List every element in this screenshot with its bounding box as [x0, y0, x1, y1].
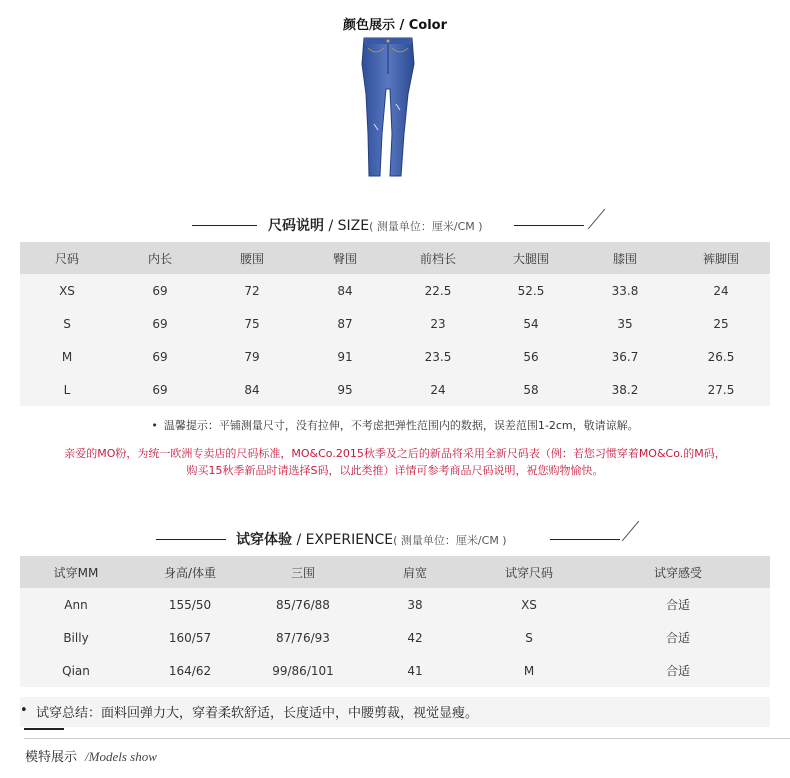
table-row: [20, 621, 770, 654]
table-cell: 56: [484, 340, 578, 373]
table-cell: 33.8: [578, 274, 672, 307]
table-cell: 79: [206, 340, 298, 373]
table-cell: 84: [206, 373, 298, 406]
table-cell: M: [20, 340, 114, 373]
table-cell: 合适: [586, 621, 770, 654]
size-col-header: 腰围: [206, 242, 298, 274]
table-cell: 84: [298, 274, 392, 307]
experience-summary-text: 试穿总结：面料回弹力大，穿着柔软舒适，长度适中，中腰剪裁，视觉显瘦。: [36, 706, 479, 721]
bullet-icon: •: [20, 703, 28, 718]
experience-section-header: [0, 524, 790, 554]
table-cell: XS: [20, 274, 114, 307]
table-row: [20, 588, 770, 621]
table-cell: 41: [358, 654, 472, 687]
table-row: [20, 654, 770, 687]
size-title-en: / SIZE: [324, 218, 370, 234]
experience-col-header: 身高/体重: [132, 556, 248, 588]
table-cell: 95: [298, 373, 392, 406]
size-notice-line: 购买15秋季新品时请选择S码，以此类推）详情可参考商品尺码说明，祝您购物愉快。: [186, 464, 604, 477]
table-cell: 36.7: [578, 340, 672, 373]
header-line-left: [156, 539, 226, 540]
table-cell: XS: [472, 588, 586, 621]
size-col-header: 臀围: [298, 242, 392, 274]
table-row: [20, 307, 770, 340]
table-cell: 91: [298, 340, 392, 373]
table-cell: Qian: [20, 654, 132, 687]
experience-title-cn: 试穿体验: [236, 532, 292, 548]
table-cell: 87/76/93: [248, 621, 358, 654]
size-section-header: [0, 210, 790, 240]
table-cell: 160/57: [132, 621, 248, 654]
size-col-header: 前档长: [392, 242, 484, 274]
table-cell: 26.5: [672, 340, 770, 373]
experience-col-header: 试穿感受: [586, 556, 770, 588]
experience-col-header: 试穿尺码: [472, 556, 586, 588]
table-cell: 85/76/88: [248, 588, 358, 621]
table-cell: 35: [578, 307, 672, 340]
experience-table: [20, 556, 770, 687]
models-title-cn: 模特展示: [25, 750, 78, 765]
experience-unit: ( 测量单位：厘米/CM ): [393, 534, 507, 547]
models-section-title: [25, 746, 157, 765]
table-cell: 25: [672, 307, 770, 340]
table-cell: 27.5: [672, 373, 770, 406]
table-cell: 23.5: [392, 340, 484, 373]
size-col-header: 尺码: [20, 242, 114, 274]
table-cell: 24: [392, 373, 484, 406]
table-cell: Ann: [20, 588, 132, 621]
experience-section-title: [236, 529, 507, 549]
table-cell: 42: [358, 621, 472, 654]
table-cell: 54: [484, 307, 578, 340]
experience-table-header-row: [20, 556, 770, 588]
table-cell: 87: [298, 307, 392, 340]
jeans-product-image: [338, 34, 438, 184]
models-divider: [24, 738, 790, 739]
header-line-left: [192, 225, 257, 226]
experience-title-en: / EXPERIENCE: [292, 532, 394, 548]
header-slash: [622, 521, 639, 542]
color-section-title: 颜色展示 / Color: [342, 18, 448, 33]
table-cell: 合适: [586, 588, 770, 621]
size-col-header: 裤脚围: [672, 242, 770, 274]
table-cell: 75: [206, 307, 298, 340]
table-cell: M: [472, 654, 586, 687]
table-cell: S: [20, 307, 114, 340]
models-title-en: /Models show: [85, 749, 157, 764]
table-row: [20, 340, 770, 373]
size-notice: [20, 445, 770, 479]
table-cell: 69: [114, 340, 206, 373]
size-table: [20, 242, 770, 406]
size-col-header: 膝围: [578, 242, 672, 274]
table-cell: 155/50: [132, 588, 248, 621]
size-title-cn: 尺码说明: [268, 218, 324, 234]
header-line-right: [514, 225, 584, 226]
table-cell: 69: [114, 274, 206, 307]
table-cell: 72: [206, 274, 298, 307]
size-col-header: 内长: [114, 242, 206, 274]
experience-col-header: 肩宽: [358, 556, 472, 588]
table-cell: 69: [114, 373, 206, 406]
experience-col-header: 试穿MM: [20, 556, 132, 588]
table-cell: 合适: [586, 654, 770, 687]
experience-summary: [20, 697, 770, 727]
table-cell: 99/86/101: [248, 654, 358, 687]
header-slash: [588, 209, 605, 230]
table-cell: 23: [392, 307, 484, 340]
experience-col-header: 三围: [248, 556, 358, 588]
table-row: [20, 373, 770, 406]
table-cell: Billy: [20, 621, 132, 654]
size-notice-line: 亲爱的MO粉，为统一欧洲专卖店的尺码标准，MO&Co.2015秋季及之后的新品将采用全新尺码表（例：若您习惯穿着MO&Co.的M码，: [64, 447, 726, 460]
size-unit: ( 测量单位：厘米/CM ): [369, 220, 483, 233]
table-cell: 22.5: [392, 274, 484, 307]
table-cell: 52.5: [484, 274, 578, 307]
table-cell: 38.2: [578, 373, 672, 406]
table-cell: 69: [114, 307, 206, 340]
table-cell: 58: [484, 373, 578, 406]
table-cell: S: [472, 621, 586, 654]
size-table-header-row: [20, 242, 770, 274]
table-cell: 24: [672, 274, 770, 307]
size-col-header: 大腿围: [484, 242, 578, 274]
table-cell: L: [20, 373, 114, 406]
size-section-title: [268, 215, 483, 235]
size-tip: • 温馨提示：平铺测量尺寸，没有拉伸，不考虑把弹性范围内的数据，误差范围1-2cm，敬请谅解。: [0, 417, 790, 433]
header-line-right: [550, 539, 620, 540]
table-cell: 164/62: [132, 654, 248, 687]
table-row: [20, 274, 770, 307]
table-cell: 38: [358, 588, 472, 621]
models-accent-bar: [24, 728, 64, 730]
